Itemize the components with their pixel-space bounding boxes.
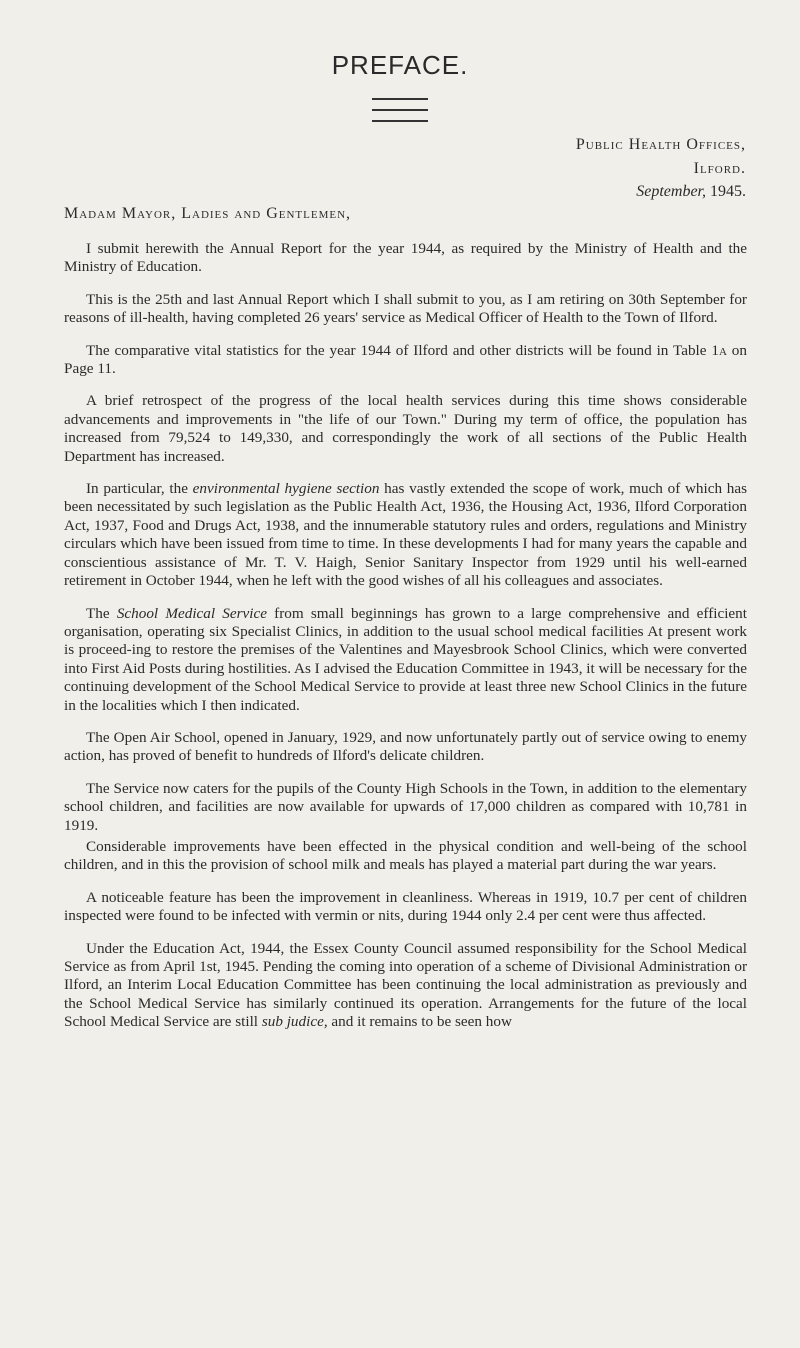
paragraph-5-emphasis: environmental hygiene section [192, 480, 380, 498]
paragraph-10: A noticeable feature has been the improvement in cleanliness. Whereas in 1919, 10.7 per cent of children inspected were found to be infected with vermin or nits, during 1944 only 2.4 per cent were thus affected. [64, 888, 747, 925]
paragraph-8: The Service now caters for the pupils of the County High Schools in the Town, in addition to the elementary school children, and facilities are now available for upwards of 17,000 children as compared with 10,781 in 1919. [64, 779, 747, 834]
paragraph-3-text-a: The comparative vital statistics for the year 1944 of Ilford and other districts will be found in Table [86, 341, 712, 359]
paragraph-2: This is the 25th and last Annual Report which I shall submit to you, as I am retiring on 30th September for reasons of ill-health, having completed 26 years' service as Medical Officer of Health to the Town of Ilford. [64, 290, 747, 327]
paragraph-5-text-b: has vastly extended the scope of work, much of which has been necessitated by such legislation as the Public Health Act, 1936, the Housing Act, 1936, Ilford Corporation Act, 1937, Food and Drugs Act, 1938, and the innumerable statutory rules and orders, regulations and Ministry circulars which have been issued from time to time. In these developments I had for many years the capable and conscientious assistance of Mr. T. V. Haigh, Senior Sanitary Inspector from 1929 until his well-earned retirement in October 1944, when he left with the good wishes of all his colleagues and associates. [64, 480, 747, 590]
date-month: September, [636, 183, 706, 200]
address-line-2: Ilford. [693, 160, 746, 177]
page-title: PREFACE. [331, 50, 469, 80]
paragraph-7: The Open Air School, opened in January, 1929, and now unfortunately partly out of service owing to enemy action, has proved of benefit to hundreds of Ilford's delicate children. [64, 728, 747, 765]
title-rule-top [372, 98, 428, 100]
paragraph-5-text-a: In particular, the [86, 480, 193, 498]
table-reference: 1a [711, 341, 727, 359]
title-rule-bottom [372, 120, 428, 122]
paragraph-9: Considerable improvements have been effected in the physical condition and well-being of the school children, and in this the provision of school milk and meals has played a material part during the war years. [64, 837, 747, 874]
date-year: 1945. [710, 183, 746, 200]
paragraph-4: A brief retrospect of the progress of the local health services during this time shows considerable advancements and improvements in "the life of our Town." During my term of office, the population has increased from 79,524 to 149,330, and correspondingly the work of all sections of the Public Health Department has increased. [64, 392, 747, 465]
paragraph-11 [64, 940, 747, 1032]
paragraph-6-text-b: from small beginnings has grown to a large comprehensive and efficient organisation, operating six Specialist Clinics, in addition to the usual school medical facilities At present work is proceed-ing to restore the premises of the Valentines and Mayesbrook School Clinics, which were converted into First Aid Posts during hostilities. As I advised the Education Committee in 1943, it will be necessary for the continuing development of the School Medical Service to provide at least three new School Clinics in the future in the localities which I then indicated. [64, 604, 747, 714]
paragraph-11-emphasis: sub judice, [261, 1013, 328, 1031]
paragraph-6 [64, 605, 747, 715]
preface-body [64, 240, 747, 1046]
address-line-1: Public Health Offices, [575, 136, 746, 153]
paragraph-6-emphasis: School Medical Service [116, 604, 267, 622]
salutation: Madam Mayor, Ladies and Gentlemen, [64, 205, 352, 222]
paragraph-6-text-a: The [86, 604, 117, 622]
title-rule-middle [372, 109, 428, 111]
paragraph-11-text-a: Under the Education Act, 1944, the Essex County Council assumed responsibility for the School Medical Service as from April 1st, 1945. Pending the coming into operation of a scheme of Divisional Administration or Ilford, an Interim Local Education Committee has been continuing the local administration as previously and the School Medical Service has similarly continued its operation. Arrangements for the future of the local School Medical Service are still [64, 939, 747, 1031]
paragraph-11-text-b: and it remains to be seen how [327, 1013, 512, 1031]
paragraph-5 [64, 480, 747, 590]
letter-date [636, 183, 746, 201]
paragraph-1: I submit herewith the Annual Report for the year 1944, as required by the Ministry of Health and the Ministry of Education. [64, 240, 747, 276]
paragraph-3 [64, 342, 747, 379]
paragraph-3-text-b: on Page 11. [64, 341, 747, 378]
